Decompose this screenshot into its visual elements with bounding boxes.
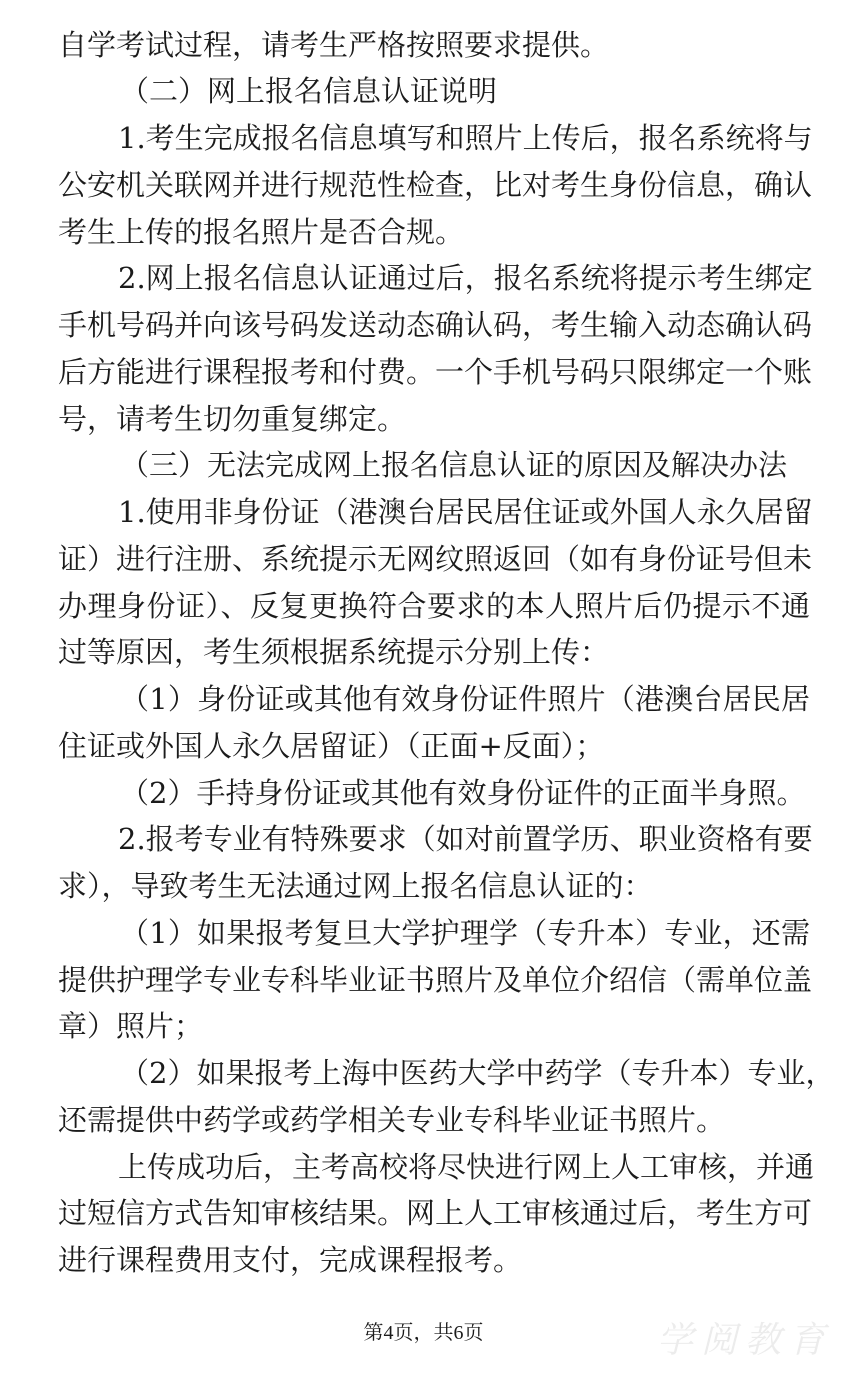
paragraph-line: 上传成功后，主考高校将尽快进行网上人工审核，并通 bbox=[118, 1150, 815, 1184]
paragraph-line: （2）如果报考上海中医药大学中药学（专升本）专业， bbox=[120, 1056, 835, 1090]
paragraph-line: 进行课程费用支付，完成课程报考。 bbox=[58, 1243, 523, 1277]
watermark: 学阅教育 bbox=[656, 1320, 833, 1361]
paragraph-line: 1.使用非身份证（港澳台居民居住证或外国人永久居留 bbox=[118, 495, 813, 529]
paragraph-line: 自学考试过程，请考生严格按照要求提供。 bbox=[58, 28, 610, 62]
paragraph-line: 1.考生完成报名信息填写和照片上传后，报名系统将与 bbox=[118, 121, 813, 155]
paragraph-line: 2.报考专业有特殊要求（如对前置学历、职业资格有要 bbox=[118, 822, 813, 856]
paragraph-line: 过等原因，考生须根据系统提示分别上传： bbox=[58, 635, 610, 669]
paragraph-line: 办理身份证）、反复更换符合要求的本人照片后仍提示不通 bbox=[58, 589, 810, 623]
paragraph-line: （1）如果报考复旦大学护理学（专升本）专业，还需 bbox=[120, 916, 810, 950]
paragraph-line: 号，请考生切勿重复绑定。 bbox=[58, 402, 407, 436]
page-number: 第4页，共6页 bbox=[363, 1322, 484, 1344]
paragraph-line: 公安机关联网并进行规范性检查，比对考生身份信息，确认 bbox=[58, 168, 813, 202]
paragraph-line: 章）照片； bbox=[58, 1009, 204, 1043]
section-heading: （三）无法完成网上报名信息认证的原因及解决办法 bbox=[120, 448, 788, 482]
paragraph-line: 考生上传的报名照片是否合规。 bbox=[58, 215, 465, 249]
paragraph-line: （2）手持身份证或其他有效身份证件的正面半身照。 bbox=[120, 776, 806, 810]
paragraph-line: 住证或外国人永久居留证）（正面+反面）； bbox=[58, 729, 605, 763]
paragraph-line: 后方能进行课程报考和付费。一个手机号码只限绑定一个账 bbox=[58, 355, 813, 389]
paragraph-line: 过短信方式告知审核结果。网上人工审核通过后，考生方可 bbox=[58, 1196, 813, 1230]
paragraph-line: 提供护理学专业专科毕业证书照片及单位介绍信（需单位盖 bbox=[58, 963, 813, 997]
paragraph-line: 求），导致考生无法通过网上报名信息认证的： bbox=[58, 869, 653, 903]
paragraph-line: 还需提供中药学或药学相关专业专科毕业证书照片。 bbox=[58, 1103, 726, 1137]
section-heading: （二）网上报名信息认证说明 bbox=[120, 74, 498, 108]
paragraph-line: 手机号码并向该号码发送动态确认码，考生输入动态确认码 bbox=[58, 308, 813, 342]
paragraph-line: 证）进行注册、系统提示无网纹照返回（如有身份证号但未 bbox=[58, 542, 813, 576]
paragraph-line: 2.网上报名信息认证通过后，报名系统将提示考生绑定 bbox=[118, 261, 813, 295]
paragraph-line: （1）身份证或其他有效身份证件照片（港澳台居民居 bbox=[120, 682, 810, 716]
